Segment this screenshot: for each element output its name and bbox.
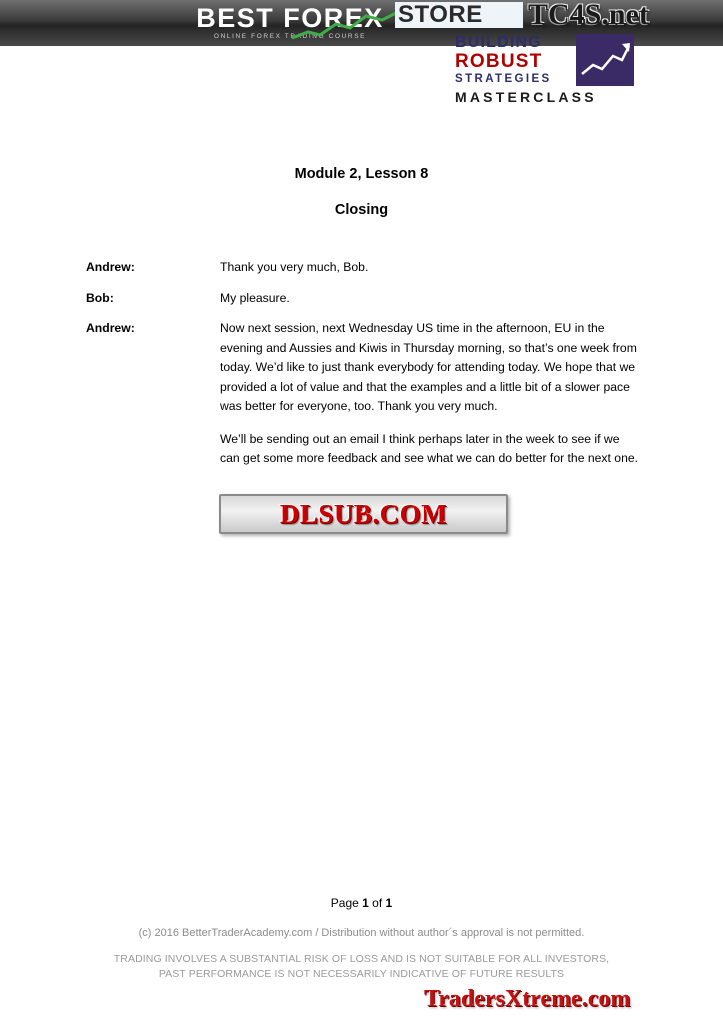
risk-disclaimer	[0, 952, 723, 982]
logo-primary-text: BEST FOREX	[196, 3, 384, 33]
transcript	[86, 258, 642, 480]
rising-arrow-icon	[576, 34, 634, 86]
speaker-label: Andrew:	[86, 321, 135, 335]
page-number-prefix: Page	[330, 896, 363, 910]
risk-disclaimer-line-1: TRADING INVOLVES A SUBSTANTIAL RISK OF LOSS AND IS NOT SUITABLE FOR ALL INVESTORS,	[113, 953, 610, 965]
speech-paragraph: My pleasure.	[220, 290, 290, 305]
copyright-notice: (c) 2016 BetterTraderAcademy.com / Distribution without author´s approval is not permitted.	[138, 927, 585, 939]
masterclass-line-building: BUILDING	[455, 34, 542, 51]
dlsub-watermark-text: DLSUB.COM	[279, 498, 448, 529]
speaker-label: Bob:	[86, 290, 114, 305]
upward-trend-chart-icon	[290, 8, 410, 42]
logo-tagline: ONLINE FOREX TRADING COURSE	[213, 33, 367, 40]
page-title: Module 2, Lesson 8	[294, 166, 429, 182]
transcript-turn	[86, 289, 642, 309]
masterclass-line-masterclass: MASTERCLASS	[455, 89, 597, 105]
tc4s-site-watermark: TC4S.net	[528, 0, 649, 31]
masterclass-line-strategies: STRATEGIES	[455, 73, 552, 85]
tradersxtreme-watermark: TradersXtreme.com	[424, 986, 631, 1012]
speech-paragraph: Now next session, next Wednesday US time in the afternoon, EU in the evening and Aussies and Kiwis in Thursday morning, so that’s one week from today. We’d like to just thank everybody for attending today. We hope that we provided a lot of value and that the examples and a little bit of a slower pace was better for everyone, too. Thank you very much.	[220, 321, 637, 413]
speech-text	[220, 289, 642, 309]
speech-paragraph: We’ll be sending out an email I think perhaps later in the week to see if we can get some more feedback and see what we can do better for the next one.	[220, 431, 639, 465]
risk-disclaimer-line-2: PAST PERFORMANCE IS NOT NECESSARILY INDICATIVE OF FUTURE RESULTS	[158, 968, 565, 980]
page-number-middle: of	[368, 896, 386, 910]
page-number	[0, 896, 723, 910]
page-number-current: 1	[362, 896, 369, 910]
masterclass-line-robust: ROBUST	[455, 51, 543, 72]
transcript-turn	[86, 319, 642, 469]
transcript-turn	[86, 258, 642, 278]
speaker-label: Andrew:	[86, 260, 135, 274]
dlsub-watermark	[219, 494, 508, 534]
speech-text	[220, 258, 642, 278]
page-number-total: 1	[385, 896, 393, 910]
masterclass-logo	[455, 34, 645, 114]
speech-text	[220, 319, 642, 469]
speech-paragraph: Thank you very much, Bob.	[220, 260, 369, 274]
page-subtitle: Closing	[334, 202, 389, 218]
masterclass-chart-badge	[576, 34, 634, 86]
store-label: STORE	[398, 1, 483, 28]
